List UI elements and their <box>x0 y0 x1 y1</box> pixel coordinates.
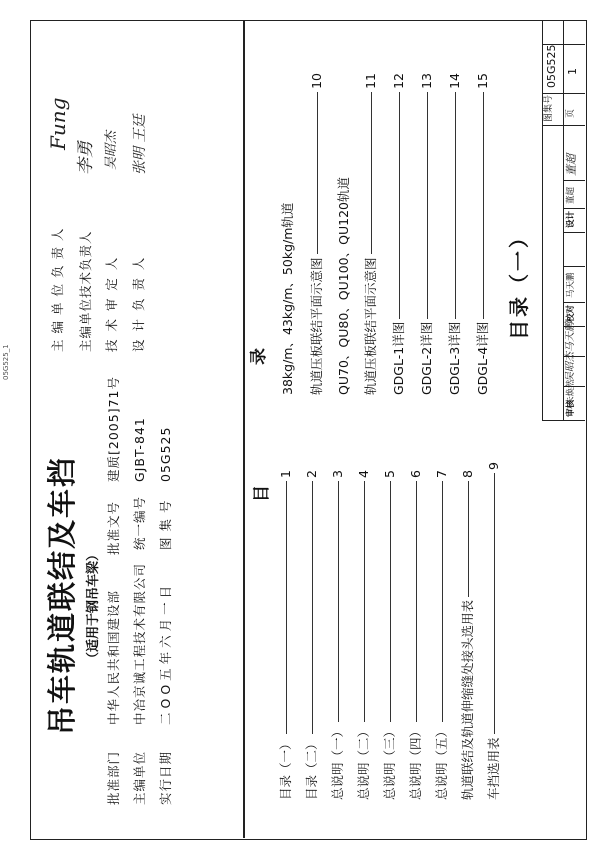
toc-item-title: 车挡选用表 <box>485 737 501 800</box>
toc-item-page: 1 <box>277 470 293 478</box>
title-block-border <box>542 21 543 421</box>
meta-value: 05G525 <box>158 426 173 482</box>
toc-item <box>279 470 293 800</box>
meta-label: 批准文号 <box>106 500 121 555</box>
toc-item-page: 9 <box>485 462 501 470</box>
toc-item-title: 总说明（三） <box>381 724 397 800</box>
toc-item-page: 3 <box>329 470 345 478</box>
toc-item-page: 14 <box>446 73 462 89</box>
toc-item <box>435 470 449 800</box>
toc-item <box>409 470 423 800</box>
leader-line <box>399 92 400 319</box>
leader-line <box>455 92 456 319</box>
meta-value: GJBT-841 <box>132 417 147 482</box>
toc-item-title: 轨道压板联结平面示意图 <box>362 257 378 395</box>
sheet-title: 目录（一） <box>507 225 531 340</box>
leader-line <box>442 481 443 722</box>
toc-item-title: GDGL-1详图 <box>390 321 406 395</box>
toc-item-title: GDGL-3详图 <box>446 321 462 395</box>
toc-item-page: 12 <box>390 73 406 89</box>
title-block-border <box>563 302 585 303</box>
responsibility-role: 设 计 负 责 人 <box>131 255 146 352</box>
title-block-cell: 马天鹏 <box>565 322 576 352</box>
toc-item: QU70、QU80、QU100、QU120轨道 <box>336 177 351 395</box>
meta-value: 中冶京诚工程技术有限公司 <box>132 562 147 725</box>
toc-item <box>305 470 319 800</box>
toc-item-title: 轨道联结及轨道伸缩缝处接头选用表 <box>459 599 475 800</box>
toc-item-page: 2 <box>303 470 319 478</box>
atlas-value: 05G525 <box>545 44 558 88</box>
leader-line <box>483 92 484 319</box>
meta-label: 实行日期 <box>158 750 173 805</box>
title-block-cell: 吴昭杰 <box>565 352 576 382</box>
title-block-cell: 校对 <box>566 304 576 322</box>
responsibility-role: 主编单位技术负责人 <box>78 230 93 352</box>
meta-value: 中华人民共和国建设部 <box>106 589 121 725</box>
responsibility-role: 技 术 审 定 人 <box>104 255 119 352</box>
leader-line <box>312 481 313 735</box>
signature: 张明 王廷 <box>132 114 148 175</box>
leader-line <box>364 481 365 722</box>
leader-line <box>317 92 318 255</box>
toc-item-title: 总说明（五） <box>433 724 449 800</box>
title-block-cell: 董超 <box>566 186 576 204</box>
meta-value: 建质[2005]71号 <box>106 376 121 482</box>
signature: 李勇 <box>76 141 96 175</box>
toc-item-title: 目录（二） <box>303 737 319 800</box>
leader-line <box>390 481 391 722</box>
panel-divider <box>243 21 245 838</box>
leader-line <box>286 481 287 735</box>
meta-label: 主编单位 <box>132 750 147 805</box>
atlas-title: 吊车轨道联结及车挡 <box>45 455 79 735</box>
toc-item <box>331 470 345 800</box>
title-block-cell: 董超 <box>565 154 578 176</box>
toc-item-page: 5 <box>381 470 397 478</box>
title-block-border <box>563 266 585 267</box>
toc-heading: 录 <box>249 348 269 365</box>
meta-value: 二OO五年六月一日 <box>158 581 173 725</box>
toc-item-title: 轨道压板联结平面示意图 <box>308 257 324 395</box>
side-label: 05G525_1 <box>2 344 10 380</box>
toc-item-page: 11 <box>362 73 378 89</box>
title-block-border <box>563 232 585 233</box>
toc-item-title: 总说明（四） <box>407 724 423 800</box>
toc-item-title: 目录（一） <box>277 737 293 800</box>
toc-item <box>383 470 397 800</box>
toc-item <box>392 73 406 395</box>
atlas-subtitle: （适用于钢吊车梁） <box>86 547 101 665</box>
toc-item-page: 13 <box>418 73 434 89</box>
leader-line <box>338 481 339 722</box>
signature: 吴昭杰 <box>104 130 119 170</box>
toc-item-page: 4 <box>355 470 371 478</box>
toc-heading: 目 <box>252 485 272 502</box>
toc-item <box>357 470 371 800</box>
toc-item <box>364 73 378 395</box>
toc-item <box>420 73 434 395</box>
toc-item-page: 7 <box>433 470 449 478</box>
meta-label: 统一编号 <box>132 495 147 550</box>
leader-line <box>416 481 417 722</box>
leader-line <box>494 473 495 735</box>
toc-item-page: 8 <box>459 470 475 478</box>
toc-item-title: 总说明（一） <box>329 724 345 800</box>
page-label: 页 <box>566 108 576 118</box>
atlas-label: 图集号 <box>544 94 554 122</box>
title-block-border <box>563 208 585 209</box>
title-block-border <box>563 21 564 421</box>
leader-line <box>427 92 428 319</box>
leader-line <box>468 481 469 597</box>
title-block-border <box>542 125 585 126</box>
title-block-border <box>542 93 585 94</box>
toc-item <box>310 73 324 395</box>
title-block-cell: 朱焕然 <box>566 379 576 405</box>
title-block-border <box>563 180 585 181</box>
title-block-cell: 马天鹏 <box>566 272 576 298</box>
toc-item-page: 6 <box>407 470 423 478</box>
meta-label: 批准部门 <box>106 750 121 805</box>
title-block-cell: 设计 <box>566 210 576 228</box>
toc-item <box>487 462 501 800</box>
toc-item-title: GDGL-4详图 <box>474 321 490 395</box>
toc-item: 38kg/m、43kg/m、50kg/m轨道 <box>280 202 295 395</box>
toc-item-page: 15 <box>474 73 490 89</box>
toc-item-title: 总说明（二） <box>355 724 371 800</box>
responsibility-role: 主编单位负责人 <box>50 222 65 352</box>
toc-item <box>461 470 475 800</box>
meta-label: 图 集 号 <box>158 499 173 550</box>
page-value: 1 <box>566 68 579 75</box>
signature: Fung <box>46 97 70 150</box>
title-block-cell: 审核 <box>566 399 576 417</box>
toc-item-page: 10 <box>308 73 324 89</box>
toc-item <box>476 73 490 395</box>
toc-item-title: GDGL-2详图 <box>418 321 434 395</box>
toc-item <box>448 73 462 395</box>
leader-line <box>371 92 372 255</box>
